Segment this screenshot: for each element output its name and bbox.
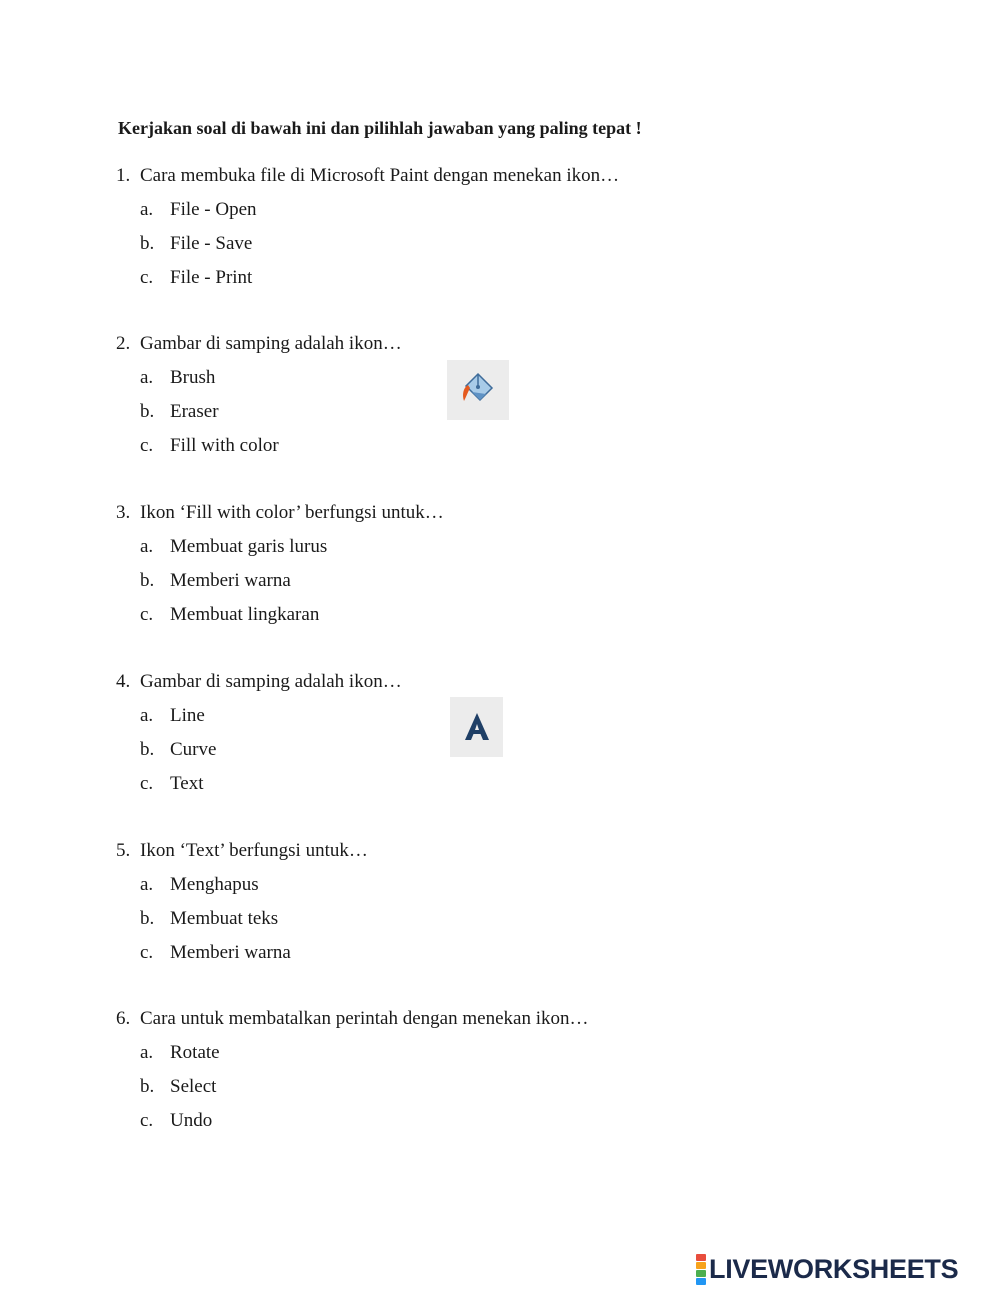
option-letter: a. bbox=[140, 874, 154, 895]
option-a[interactable] bbox=[116, 535, 716, 559]
option-text: Brush bbox=[170, 367, 216, 388]
question-number: 2. bbox=[116, 333, 131, 354]
option-letter: b. bbox=[140, 1076, 155, 1097]
question-5 bbox=[116, 839, 716, 965]
option-letter: b. bbox=[140, 908, 155, 929]
question-prompt: Ikon ‘Text’ berfungsi untuk… bbox=[140, 840, 368, 861]
question-prompt: Gambar di samping adalah ikon… bbox=[140, 671, 402, 692]
option-text: Fill with color bbox=[170, 435, 279, 456]
liveworksheets-logo bbox=[696, 1254, 958, 1285]
option-text: Membuat lingkaran bbox=[170, 604, 320, 625]
option-text: Undo bbox=[170, 1110, 213, 1131]
option-text: Membuat teks bbox=[170, 908, 279, 929]
option-b[interactable] bbox=[116, 400, 716, 424]
question-number: 1. bbox=[116, 165, 131, 186]
option-b[interactable] bbox=[116, 738, 716, 762]
option-c[interactable] bbox=[116, 434, 716, 458]
option-text: File - Open bbox=[170, 199, 257, 220]
option-letter: c. bbox=[140, 267, 154, 288]
question-2 bbox=[116, 332, 716, 458]
option-letter: c. bbox=[140, 1110, 154, 1131]
question-prompt: Gambar di samping adalah ikon… bbox=[140, 333, 402, 354]
logo-text: LIVEWORKSHEETS bbox=[709, 1254, 959, 1284]
fill-bucket-icon bbox=[447, 360, 509, 420]
option-text: Line bbox=[170, 705, 205, 726]
question-number: 4. bbox=[116, 671, 131, 692]
option-b[interactable] bbox=[116, 907, 716, 931]
option-c[interactable] bbox=[116, 266, 716, 290]
option-text: Membuat garis lurus bbox=[170, 536, 328, 557]
option-letter: b. bbox=[140, 401, 155, 422]
option-text: File - Print bbox=[170, 267, 253, 288]
option-letter: a. bbox=[140, 1042, 154, 1063]
option-letter: a. bbox=[140, 705, 154, 726]
option-text: Memberi warna bbox=[170, 942, 291, 963]
option-letter: b. bbox=[140, 233, 155, 254]
question-number: 5. bbox=[116, 840, 131, 861]
question-3 bbox=[116, 501, 716, 627]
option-b[interactable] bbox=[116, 232, 716, 256]
option-text: Select bbox=[170, 1076, 217, 1097]
question-prompt: Cara untuk membatalkan perintah dengan menekan ikon… bbox=[140, 1008, 589, 1029]
option-c[interactable] bbox=[116, 603, 716, 627]
option-a[interactable] bbox=[116, 1041, 716, 1065]
option-letter: a. bbox=[140, 536, 154, 557]
option-letter: c. bbox=[140, 773, 154, 794]
question-6 bbox=[116, 1007, 716, 1133]
option-c[interactable] bbox=[116, 941, 716, 965]
question-prompt: Ikon ‘Fill with color’ berfungsi untuk… bbox=[140, 502, 444, 523]
option-text: Menghapus bbox=[170, 874, 259, 895]
question-text bbox=[116, 164, 716, 188]
question-text bbox=[116, 670, 716, 694]
question-number: 6. bbox=[116, 1008, 131, 1029]
option-letter: a. bbox=[140, 199, 154, 220]
option-text: File - Save bbox=[170, 233, 253, 254]
logo-mark-icon bbox=[696, 1254, 706, 1285]
option-c[interactable] bbox=[116, 1109, 716, 1133]
option-text: Curve bbox=[170, 739, 217, 760]
text-a-icon bbox=[450, 697, 503, 757]
question-prompt: Cara membuka file di Microsoft Paint dengan menekan ikon… bbox=[140, 165, 620, 186]
option-text: Memberi warna bbox=[170, 570, 291, 591]
option-b[interactable] bbox=[116, 569, 716, 593]
option-text: Text bbox=[170, 773, 204, 794]
option-letter: a. bbox=[140, 367, 154, 388]
instruction-text: Kerjakan soal di bawah ini dan pilihlah jawaban yang paling tepat ! bbox=[118, 118, 642, 138]
question-text bbox=[116, 332, 716, 356]
question-text bbox=[116, 1007, 716, 1031]
option-letter: c. bbox=[140, 435, 154, 456]
option-a[interactable] bbox=[116, 704, 716, 728]
question-1 bbox=[116, 164, 716, 290]
option-c[interactable] bbox=[116, 772, 716, 796]
option-letter: b. bbox=[140, 739, 155, 760]
option-b[interactable] bbox=[116, 1075, 716, 1099]
question-4 bbox=[116, 670, 716, 796]
option-text: Eraser bbox=[170, 401, 219, 422]
question-text bbox=[116, 839, 716, 863]
option-letter: b. bbox=[140, 570, 155, 591]
option-text: Rotate bbox=[170, 1042, 220, 1063]
option-letter: c. bbox=[140, 604, 154, 625]
question-text bbox=[116, 501, 716, 525]
question-number: 3. bbox=[116, 502, 131, 523]
option-a[interactable] bbox=[116, 873, 716, 897]
option-a[interactable] bbox=[116, 198, 716, 222]
option-letter: c. bbox=[140, 942, 154, 963]
option-a[interactable] bbox=[116, 366, 716, 390]
